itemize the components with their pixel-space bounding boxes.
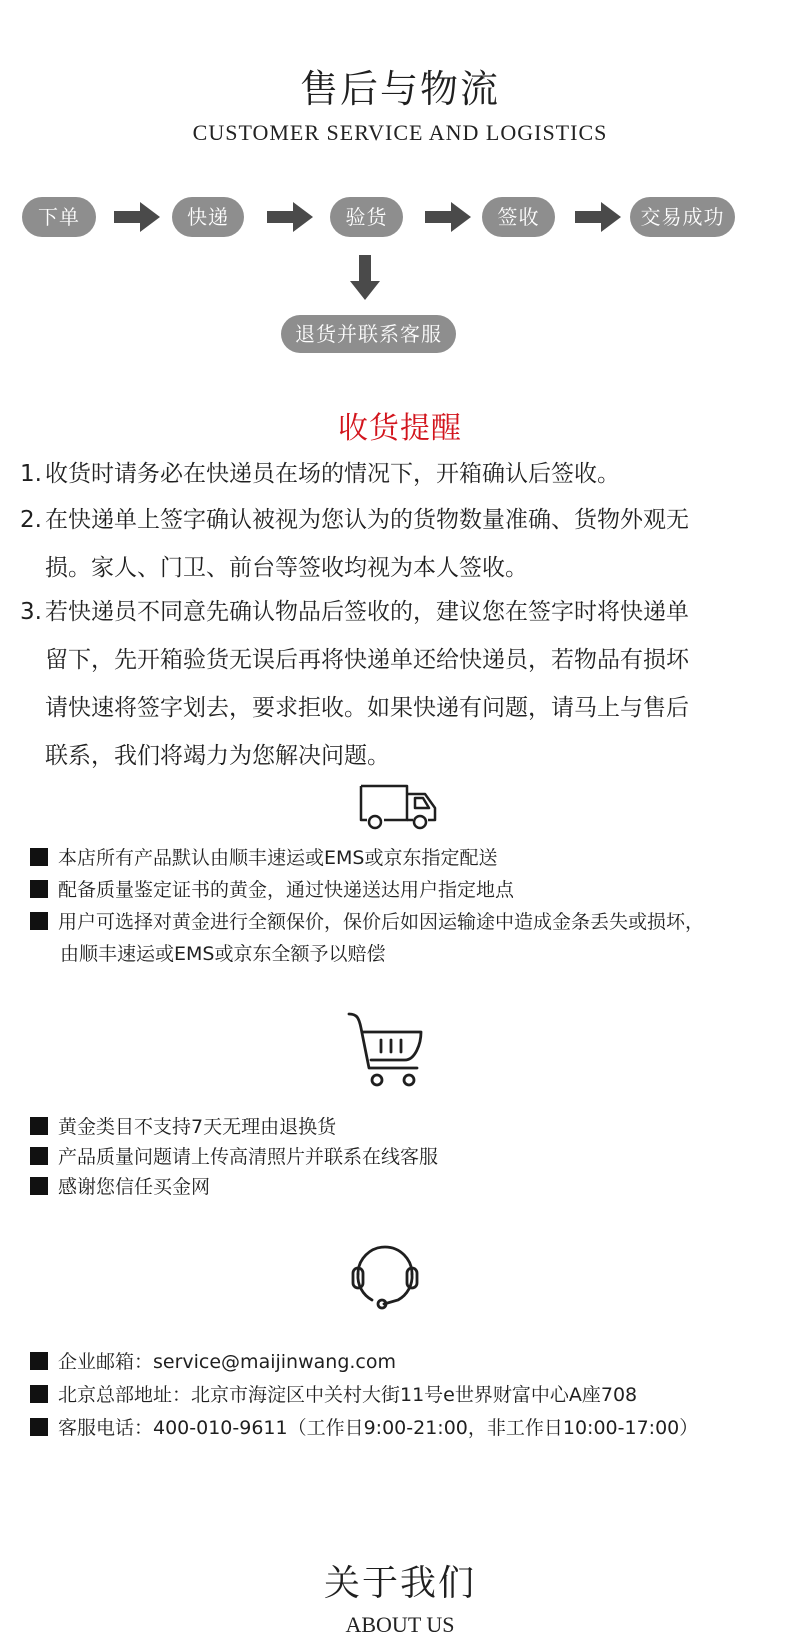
truck-icon: [355, 780, 440, 830]
list-item: 产品质量问题请上传高清照片并联系在线客服: [30, 1142, 770, 1172]
bullet-square-icon: [30, 1117, 48, 1135]
page-subtitle: CUSTOMER SERVICE AND LOGISTICS: [192, 120, 608, 145]
list-item: 用户可选择对黄金进行全额保价，保价后如因运输途中造成金条丢失或损坏，: [30, 906, 770, 938]
list-item-continued: 由顺丰速运或EMS或京东全额予以赔偿: [60, 943, 386, 965]
reminder-item-2: 2. 在快递单上签字确认被视为您认为的货物数量准确、货物外观无 损。家人、门卫、前台等签收均视为本人签收。: [20, 507, 689, 581]
reminder-item-1: 1. 收货时请务必在快递员在场的情况下，开箱确认后签收。: [20, 461, 620, 487]
page-title: 售后与物流: [299, 67, 500, 111]
arrow-down-icon: [350, 255, 380, 300]
bullet-square-icon: [30, 1147, 48, 1165]
returns-list: [30, 1112, 770, 1202]
bullet-square-icon: [30, 1352, 48, 1370]
headset-icon: [348, 1238, 422, 1314]
bullet-square-icon: [30, 912, 48, 930]
cart-icon: [345, 1010, 427, 1090]
arrow-right-icon: [114, 202, 160, 232]
bullet-square-icon: [30, 848, 48, 866]
about-subtitle: ABOUT US: [345, 1612, 455, 1637]
bullet-square-icon: [30, 1385, 48, 1403]
flow-step-success: 交易成功: [630, 197, 735, 237]
flow-step-order: 下单: [22, 197, 96, 237]
list-item: 黄金类目不支持7天无理由退换货: [30, 1112, 770, 1142]
contact-phone: 客服电话：400-010-9611（工作日9:00-21:00，非工作日10:00-17:00）: [30, 1412, 770, 1445]
list-item: 配备质量鉴定证书的黄金，通过快递送达用户指定地点: [30, 874, 770, 906]
flow-step-express: 快递: [172, 197, 244, 237]
about-title: 关于我们: [323, 1563, 476, 1604]
arrow-right-icon: [267, 202, 313, 232]
contact-address: 北京总部地址：北京市海淀区中关村大街11号e世界财富中心A座708: [30, 1379, 770, 1412]
reminder-title: 收货提醒: [338, 411, 462, 446]
contact-email: 企业邮箱：service@maijinwang.com: [30, 1346, 770, 1379]
list-item: 感谢您信任买金网: [30, 1172, 770, 1202]
bullet-square-icon: [30, 1177, 48, 1195]
flow-step-sign: 签收: [482, 197, 555, 237]
list-item: 本店所有产品默认由顺丰速运或EMS或京东指定配送: [30, 842, 770, 874]
bullet-square-icon: [30, 880, 48, 898]
shipping-list: [30, 842, 770, 970]
reminder-item-3: 3. 若快递员不同意先确认物品后签收的，建议您在签字时将快递单 留下，先开箱验货无误后再将快递单还给快递员，若物品有损坏 请快速将签字划去，要求拒收。如果快递有问题，请马上与售后 联系，我们将竭力为您解决问题。: [20, 599, 689, 769]
contact-list: [30, 1346, 770, 1445]
flow-step-inspect: 验货: [330, 197, 403, 237]
bullet-square-icon: [30, 1418, 48, 1436]
arrow-right-icon: [425, 202, 471, 232]
arrow-right-icon: [575, 202, 621, 232]
flow-step-return: 退货并联系客服: [281, 315, 456, 353]
